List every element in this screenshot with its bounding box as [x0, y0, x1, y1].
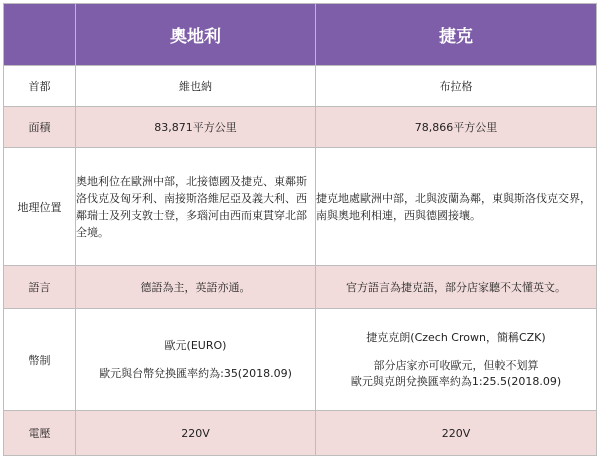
location-a: 奧地利位在歐洲中部，北接德國及捷克、東鄰斯洛伐克及匈牙利、南接斯洛維尼亞及義大利、西鄰瑞士及列支敦士登，多瑙河由西而東貫穿北部全境。	[76, 148, 316, 266]
row-capital	[4, 66, 597, 107]
capital-a: 維也納	[76, 66, 316, 107]
row-label-currency: 幣制	[4, 309, 76, 411]
row-language	[4, 266, 597, 309]
location-b: 捷克地處歐洲中部，北與波蘭為鄰，東與斯洛伐克交界，南與奧地利相連，西與德國接壤。	[316, 148, 597, 266]
row-label-voltage: 電壓	[4, 411, 76, 456]
row-label-area: 面積	[4, 107, 76, 148]
row-label-language: 語言	[4, 266, 76, 309]
row-location	[4, 148, 597, 266]
comparison-table	[3, 3, 597, 456]
currency-b	[316, 309, 597, 411]
header-country-a: 奧地利	[76, 4, 316, 66]
row-label-capital: 首都	[4, 66, 76, 107]
currency-a-line1: 歐元(EURO)	[164, 338, 227, 352]
row-area	[4, 107, 597, 148]
currency-b-line1: 捷克克朗(Czech Crown，簡稱CZK)	[366, 330, 546, 344]
header-corner-cell	[4, 4, 76, 66]
row-label-location: 地理位置	[4, 148, 76, 266]
row-currency	[4, 309, 597, 411]
language-b: 官方語言為捷克語，部分店家聽不太懂英文。	[316, 266, 597, 309]
area-b: 78,866平方公里	[316, 107, 597, 148]
area-a: 83,871平方公里	[76, 107, 316, 148]
currency-a-line2: 歐元與台幣兌換匯率約為:35(2018.09)	[99, 366, 292, 380]
currency-b-line3: 歐元與克朗兌換匯率約為1:25.5(2018.09)	[350, 374, 562, 388]
capital-b: 布拉格	[316, 66, 597, 107]
voltage-a: 220V	[76, 411, 316, 456]
currency-a	[76, 309, 316, 411]
language-a: 德語為主，英語亦通。	[76, 266, 316, 309]
header-row	[4, 4, 597, 66]
voltage-b: 220V	[316, 411, 597, 456]
header-country-b: 捷克	[316, 4, 597, 66]
currency-b-line2: 部分店家亦可收歐元，但較不划算	[373, 358, 539, 372]
row-voltage	[4, 411, 597, 456]
